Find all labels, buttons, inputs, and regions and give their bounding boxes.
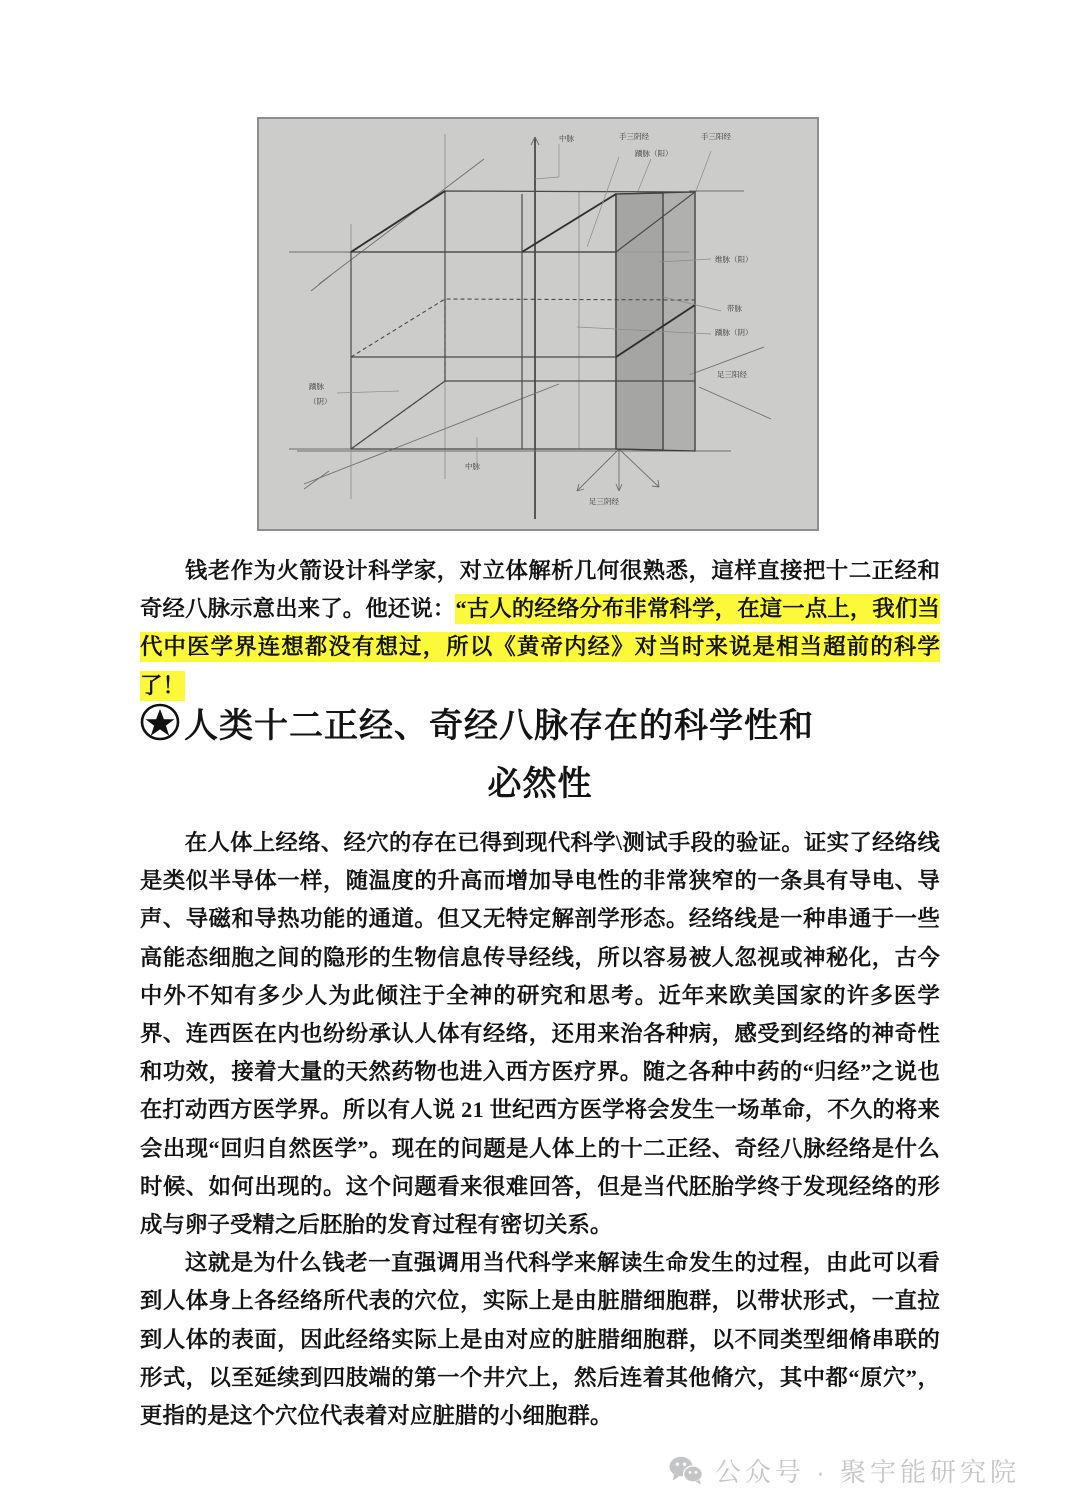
figure-label-hand-three-yang: 手三阳经	[701, 132, 731, 141]
figure-label-qiaomai-yin-r: 蹻脉（阴）	[715, 328, 753, 337]
figure-label-hand-three-yin: 手三阴经	[619, 132, 649, 141]
main-body-block	[140, 824, 940, 1435]
intro-paragraph-block	[140, 552, 940, 705]
paragraph-intro-text: 钱老作为火箭设计科学家，对立体解析几何很熟悉，這样直接把十二正经和奇经八脉示意出来了。他还说：	[140, 558, 940, 622]
meridian-cube-figure	[257, 117, 819, 531]
section-heading	[140, 698, 940, 814]
footer-watermark	[0, 1443, 1080, 1497]
highlighted-quote: “古人的经络分布非常科学，在這一点上，我们当代中医学界连想都没有想过，所以《黄帝内经》对当时来说是相当超前的科学了！	[140, 594, 940, 700]
figure-label-qiaomai-yin-l1: 蹻脉	[309, 382, 324, 391]
figure-label-foot-three-yin: 足三阴经	[589, 497, 619, 506]
paragraph-body-2-text: 这就是为什么钱老一直强调用当代科学来解读生命发生的过程，由此可以看到人体身上各经络所代表的穴位，实际上是由脏腊细胞群，以带状形式，一直拉到人体的表面，因此经络实际上是由对应的脏腊细胞群，以不同类型细脩串联的形式，以至延续到四肢端的第一个井穴上，然后连着其他脩穴，其中都“原穴”，更指的是这个穴位代表着对应脏腊的小细胞群。	[140, 1250, 940, 1429]
star-badge-icon	[140, 702, 180, 742]
paragraph-body-1	[140, 824, 940, 1244]
figure-label-foot-three-yang: 足三阳经	[717, 370, 747, 379]
footer-account-name: 公众号 · 聚宇能研究院	[714, 1456, 1020, 1487]
figure-label-qiaomai-yin-l2: （阴）	[309, 397, 332, 406]
wechat-icon	[669, 1455, 703, 1485]
paragraph-body-1-text: 在人体上经络、经穴的存在已得到现代科学\测试手段的验证。证实了经络线是类似半导体一样，随温度的升高而增加导电性的非常狭窄的一条具有导电、导声、导磁和导热功能的通道。但又无特定解剖学形态。经络线是一种串通于一些高能态细胞之间的隐形的生物信息传导经线，所以容易被人忽视或神秘化，古今中外不知有多少人为此倾注于全神的研究和思考。近年来欧美国家的许多医学界、连西医在内也纷纷承认人体有经络，还用来治各种病，感受到经络的神奇性和功效，接着大量的天然药物也进入西方医疗界。随之各种中药的“归经”之说也在打动西方医学界。所以有人说 21 世纪西方医学将会发生一场革命，不久的将来会出现“回归自然医学”。现在的问题是人体上的十二正经、奇经八脉经络是什么时候、如何出现的。这个问题看来很难回答，但是当代胚胎学终于发现经络的形成与卵子受精之后胚胎的发育过程有密切关系。	[140, 830, 940, 1238]
figure-label-daimai: 带脉	[727, 304, 742, 313]
section-heading-text-1: 人类十二正经、奇经八脉存在的科学性和	[184, 708, 814, 745]
figure-label-zhongmai-bottom: 中脉	[465, 462, 480, 471]
section-heading-line-1	[140, 698, 940, 756]
meridian-cube-svg	[259, 119, 817, 529]
paragraph-intro	[140, 552, 940, 705]
figure-label-qiaomai-yang: 蹻脉（阳）	[635, 149, 673, 158]
section-heading-line-2: 必然性	[487, 766, 593, 803]
paragraph-body-2	[140, 1244, 940, 1435]
figure-label-zhongmai-top: 中脉	[559, 134, 574, 143]
figure-label-weimai-yang: 维脉（阳）	[715, 255, 753, 264]
